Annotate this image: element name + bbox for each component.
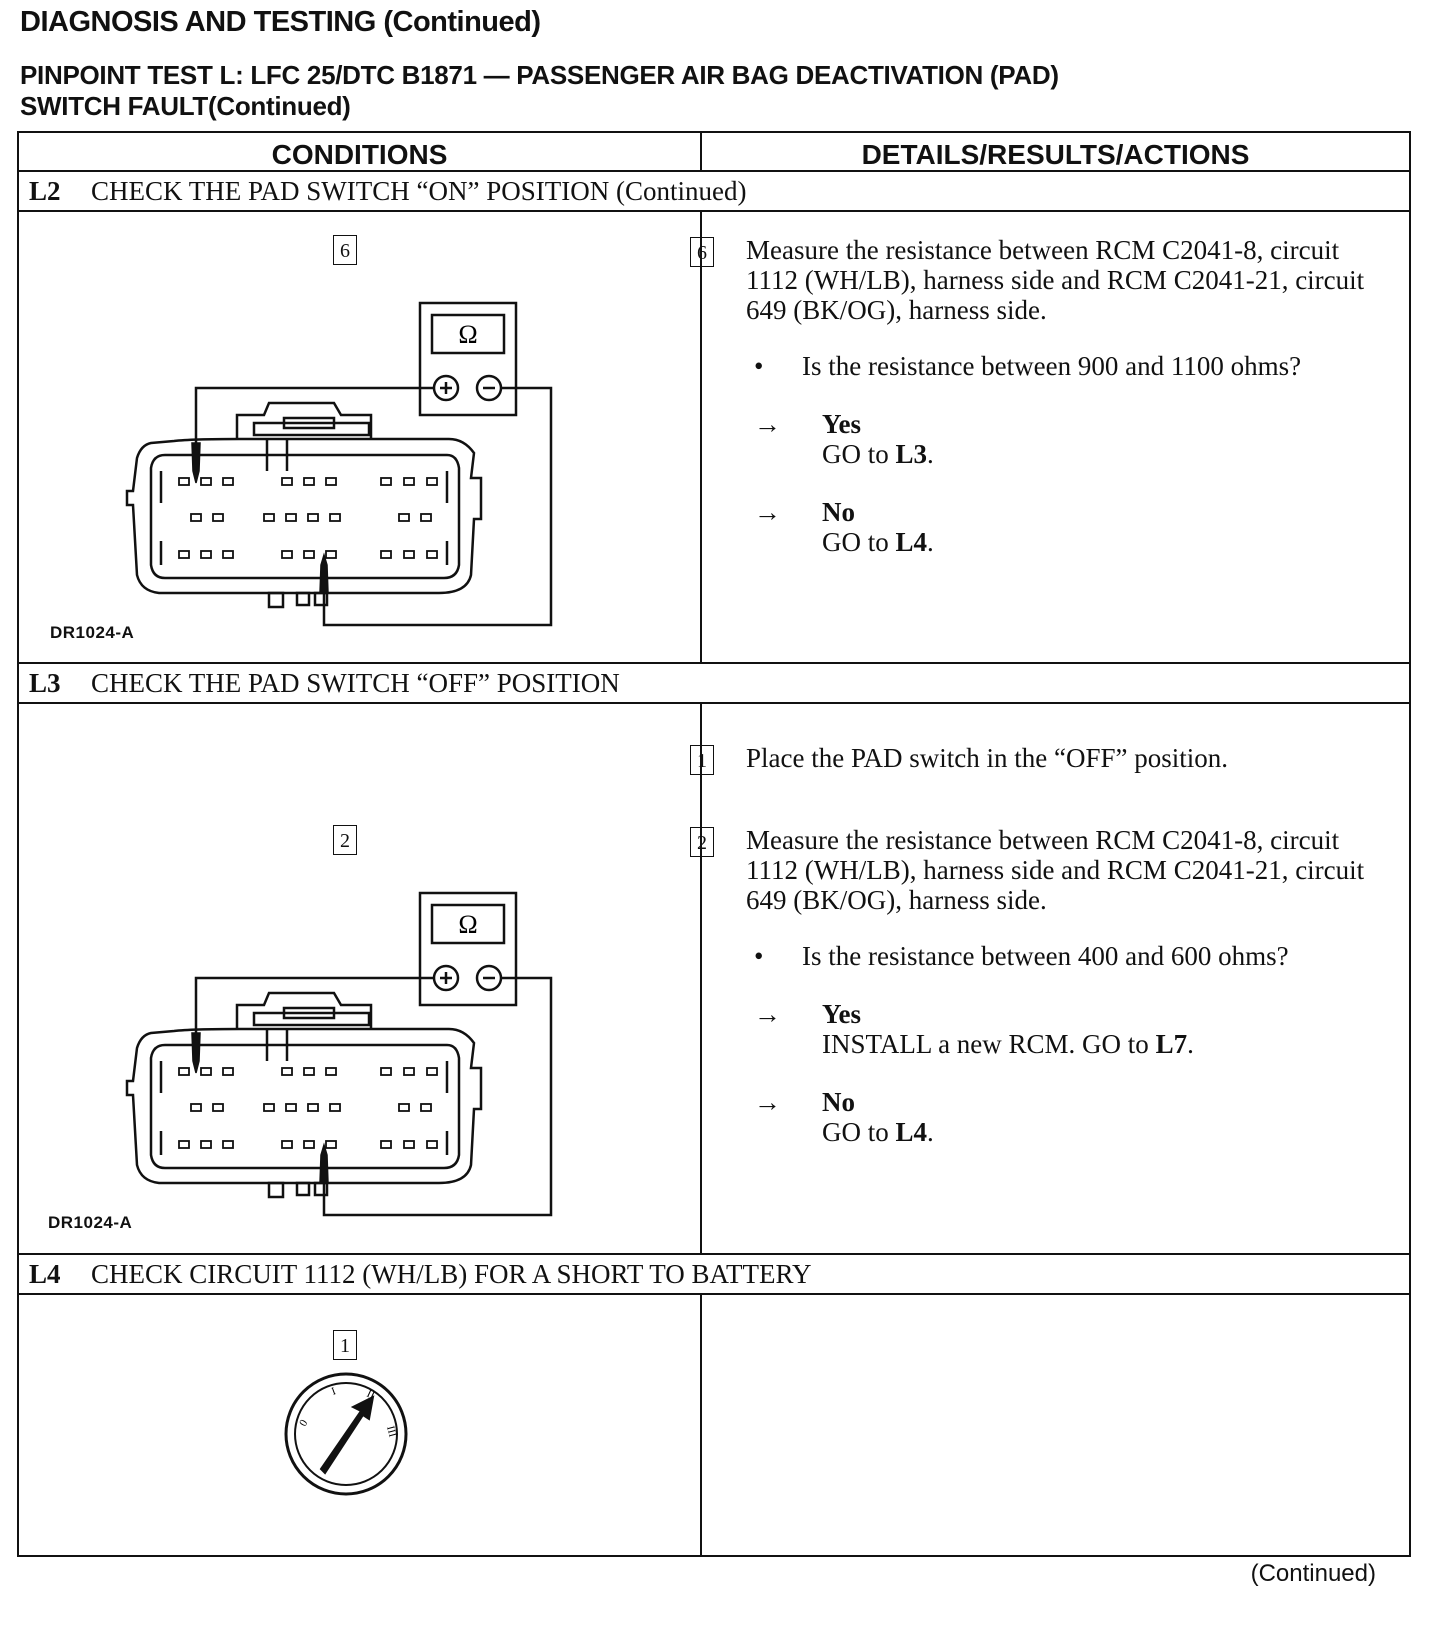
ohm-symbol: Ω <box>458 320 478 349</box>
result-action: GO to L4. <box>822 527 934 557</box>
column-header-details: DETAILS/RESULTS/ACTIONS <box>861 139 1250 170</box>
section-title-text: CHECK THE PAD SWITCH “ON” POSITION (Continued) <box>91 176 747 206</box>
connector-icon <box>127 403 481 607</box>
ohm-symbol: Ω <box>458 910 478 939</box>
column-header-conditions: CONDITIONS <box>271 139 448 170</box>
arrow-icon: → <box>754 409 781 439</box>
step-instruction: Measure the resistance between RCM C2041-8, circuit 1112 (WH/LB), harness side and RCM C2041-21, circuit 649 (BK/OG), harness side. <box>746 825 1365 915</box>
section-title-text: CHECK THE PAD SWITCH “OFF” POSITION <box>91 668 620 698</box>
step-instruction: Measure the resistance between RCM C2041-8, circuit 1112 (WH/LB), harness side and RCM C2041-21, circuit 649 (BK/OG), harness side. <box>746 235 1365 325</box>
question-text: Is the resistance between 900 and 1100 ohms? <box>802 351 1302 381</box>
test-leads <box>196 978 551 1215</box>
result-answer: Yes <box>822 409 861 439</box>
result-answer: Yes <box>822 999 861 1029</box>
test-title-line-2: SWITCH FAULT(Continued) <box>20 91 351 121</box>
test-title-line-1: PINPOINT TEST L: LFC 25/DTC B1871 — PASSENGER AIR BAG DEACTIVATION (PAD) <box>20 60 1059 90</box>
connector-terminals <box>179 478 437 558</box>
figure-step-box: 2 <box>333 825 357 855</box>
bullet-icon: • <box>754 351 764 381</box>
step-number-box: 6 <box>690 237 714 267</box>
step-number-box: 1 <box>690 745 714 775</box>
ignition-position-0: 0 <box>297 1417 311 1429</box>
continued-footer: (Continued) <box>1250 1560 1376 1587</box>
column-divider <box>700 1293 702 1557</box>
section-l2-title <box>29 171 746 211</box>
section-number: L3 <box>29 668 61 698</box>
arrow-icon: → <box>754 497 781 527</box>
test-leads <box>196 388 551 625</box>
connector-terminals <box>179 1068 437 1148</box>
column-divider <box>700 702 702 1255</box>
rcm-connector-ohmmeter-diagram <box>119 293 559 633</box>
ignition-switch-icon <box>281 1369 411 1499</box>
section-number: L4 <box>29 1259 61 1289</box>
figure-step-box: 6 <box>333 235 357 265</box>
section-title-text: CHECK CIRCUIT 1112 (WH/LB) FOR A SHORT TO BATTERY <box>91 1259 812 1289</box>
pinpoint-test-table <box>17 131 1411 1557</box>
column-divider <box>700 210 702 664</box>
arrow-icon: → <box>754 1087 781 1117</box>
result-action: GO to L4. <box>822 1117 934 1147</box>
result-action: INSTALL a new RCM. GO to L7. <box>822 1029 1194 1059</box>
page-title: DIAGNOSIS AND TESTING (Continued) <box>20 6 541 38</box>
connector-icon <box>127 993 481 1197</box>
ignition-position-2: II <box>364 1387 377 1402</box>
question-text: Is the resistance between 400 and 600 ohms? <box>802 941 1289 971</box>
result-answer: No <box>822 497 855 527</box>
result-action: GO to L3. <box>822 439 934 469</box>
ignition-position-3: III <box>384 1424 399 1439</box>
figure-code: DR1024-A <box>48 1213 133 1232</box>
ignition-key-pointer <box>321 1397 373 1473</box>
section-l3-title <box>29 663 620 703</box>
figure-step-box: 1 <box>333 1330 357 1360</box>
bullet-icon: • <box>754 941 764 971</box>
ignition-position-1: I <box>329 1385 338 1398</box>
arrow-icon: → <box>754 999 781 1029</box>
section-number: L2 <box>29 176 61 206</box>
result-answer: No <box>822 1087 855 1117</box>
pinpoint-test-title <box>20 60 1400 122</box>
figure-code: DR1024-A <box>50 623 135 642</box>
step-instruction: Place the PAD switch in the “OFF” position. <box>746 743 1228 773</box>
rcm-connector-ohmmeter-diagram <box>119 883 559 1223</box>
step-number-box: 2 <box>690 827 714 857</box>
section-l4-title <box>29 1254 811 1294</box>
